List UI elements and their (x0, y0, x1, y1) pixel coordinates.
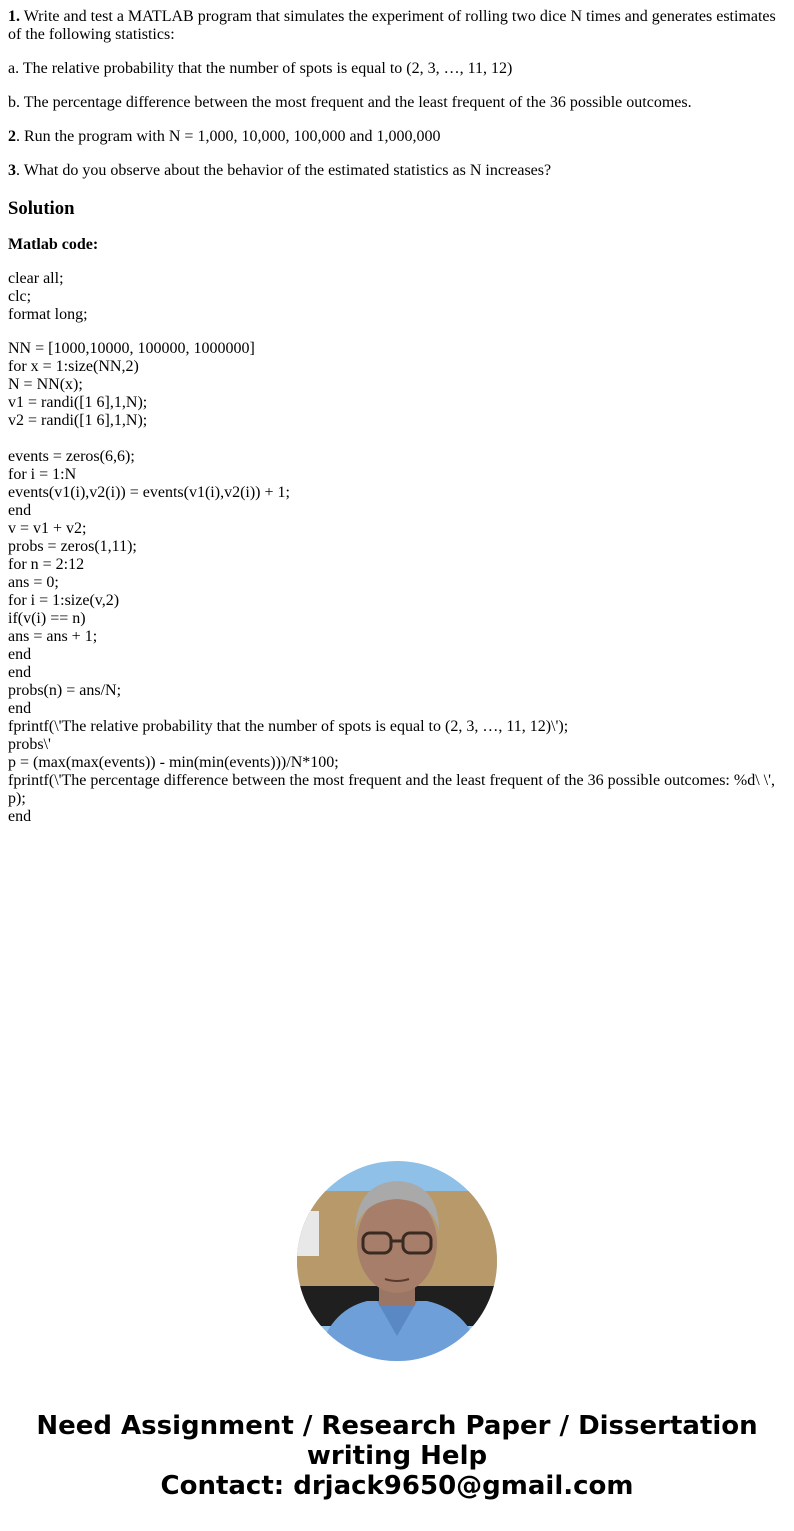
code-line: probs\' (8, 736, 51, 753)
question-1a: a. The relative probability that the number of spots is equal to (2, 3, …, 11, 12) (8, 60, 513, 77)
document (0, 8, 794, 826)
code-line: end (8, 664, 32, 681)
code-line: events(v1(i),v2(i)) = events(v1(i),v2(i)) + 1; (8, 484, 290, 501)
code-line: N = NN(x); (8, 376, 83, 393)
code-line: format long; (8, 306, 88, 323)
code-line: ans = 0; (8, 574, 59, 591)
question-3: 3. What do you observe about the behavior of the estimated statistics as N increases? (8, 162, 552, 179)
code-line: clc; (8, 288, 32, 305)
code-line: clear all; (8, 270, 64, 287)
code-line: v = v1 + v2; (8, 520, 87, 537)
code-line: for n = 2:12 (8, 556, 85, 573)
code-line: end (8, 646, 32, 663)
code-line: NN = [1000,10000, 100000, 1000000] (8, 340, 255, 357)
code-block-3 (8, 448, 786, 826)
promo-footer: Need Assignment / Research Paper / Dissertation writing Help Contact: drjack9650@gmail.com (0, 1411, 794, 1501)
author-photo (297, 1161, 497, 1361)
code-line: fprintf(\'The relative probability that the number of spots is equal to (2, 3, …, 11, 12)\'); (8, 718, 569, 735)
code-line: end (8, 808, 32, 825)
code-line: for x = 1:size(NN,2) (8, 358, 139, 375)
contact-email: Contact: drjack9650@gmail.com (160, 1471, 634, 1501)
code-line: v2 = randi([1 6],1,N); (8, 412, 148, 429)
code-block-1 (8, 270, 786, 324)
code-line: v1 = randi([1 6],1,N); (8, 394, 148, 411)
code-line: p = (max(max(events)) - min(min(events)))/N*100; (8, 754, 339, 771)
question-1: 1. Write and test a MATLAB program that simulates the experiment of rolling two dice N times and generates estimates of the following statistics: (8, 8, 776, 43)
code-block-2 (8, 340, 786, 448)
code-line (8, 430, 786, 448)
code-line: p); (8, 790, 26, 807)
code-line: if(v(i) == n) (8, 610, 86, 627)
code-line: end (8, 700, 32, 717)
code-line: for i = 1:N (8, 466, 77, 483)
question-1b: b. The percentage difference between the most frequent and the least frequent of the 36 possible outcomes. (8, 94, 692, 111)
solution-heading: Solution (8, 198, 75, 219)
code-line: end (8, 502, 32, 519)
code-line: for i = 1:size(v,2) (8, 592, 120, 609)
matlab-code-label: Matlab code: (8, 236, 99, 253)
code-line: fprintf(\'The percentage difference between the most frequent and the least frequent of the 36 possible outcomes: %d\ \', (8, 772, 775, 789)
question-2: 2. Run the program with N = 1,000, 10,000, 100,000 and 1,000,000 (8, 128, 441, 145)
code-line: ans = ans + 1; (8, 628, 98, 645)
code-line: probs = zeros(1,11); (8, 538, 137, 555)
code-line: probs(n) = ans/N; (8, 682, 122, 699)
code-line: events = zeros(6,6); (8, 448, 135, 465)
